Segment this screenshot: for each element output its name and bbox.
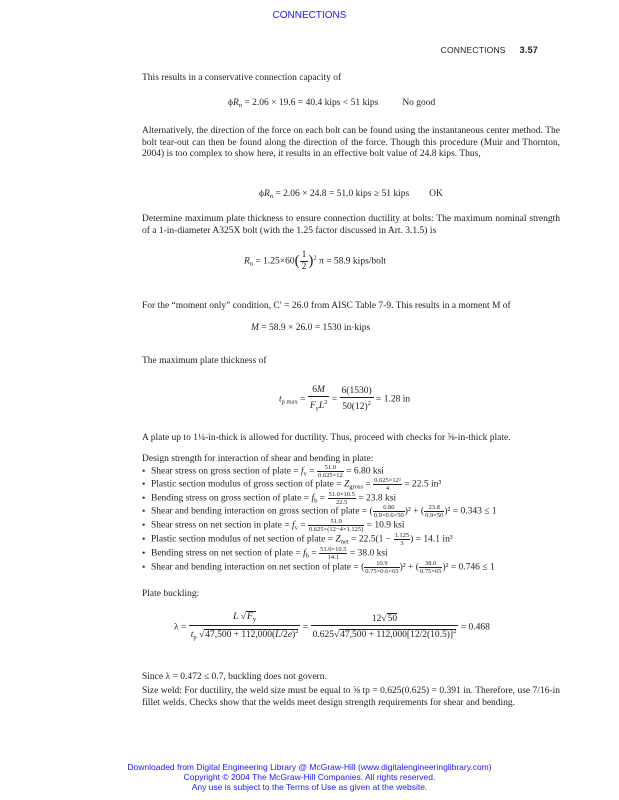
bullet-7-label: Bending stress on net section of plate <box>151 548 293 559</box>
paragraph-plate-thickness: Determine maximum plate thickness to ensure connection ductility at bolts: The maximum nominal strength of a 1-in-diameter A325X bolt (with the 1.25 factor discussed in Art. 3.1.5) is <box>142 214 560 236</box>
list-item: • Shear stress on net section in plate = $f_v$ = $\frac{51.0}{0.625\times(12-4\times 1.125)}$ = 10.9 ksi <box>142 518 405 533</box>
equation-capacity-1: $\phi R_n = 2.06 \times 19.6 = 40.4$ kips < 51 kips No good <box>228 98 436 109</box>
bullet-5-label: Shear stress on net section in plate <box>151 520 282 531</box>
page-number: 3.57 <box>519 45 538 55</box>
paragraph-capacity: This results in a conservative connection capacity of <box>142 73 342 83</box>
equation-2-note: OK <box>429 189 443 199</box>
paragraph-moment-only: For the “moment only” condition, C′ = 26.0 from AISC Table 7-9. This results in a moment M of <box>142 301 511 311</box>
bullet-6-label: Plastic section modulus of net section of plate <box>151 534 326 545</box>
paragraph-ductility: A plate up to 1¼-in-thick is allowed for ductility. Thus, proceed with checks for ⅝-in-thick plate. <box>142 433 511 443</box>
paragraph-weld-size: Size weld: For ductility, the weld size must be equal to ⅝ tp = 0.625(0.625) = 0.391 in. Therefore, use 7/16-in fillet welds. Checks show that the welds meet design strength requirements for shear and bending. <box>142 686 560 708</box>
equation-1-note: No good <box>402 98 436 108</box>
footer-notice <box>0 762 619 792</box>
footer-terms: Any use is subject to the Terms of Use as given at the website. <box>191 782 428 792</box>
equation-lambda: λ = $\frac{L √F_y}{t_p √47,500 + 112,000(L/2e)^2}$ = $\frac{12√50}{0.625√47,500 + 112,000[12/2(10.5)]^2}$ = 0.468 <box>174 612 490 641</box>
paragraph-lambda-check: Since λ = 0.472 ≤ 0.7, buckling does not govern. <box>142 672 327 682</box>
equation-capacity-2: $\phi R_n = 2.06 \times 24.8 = 51.0$ kips ≥ 51 kips OK <box>259 189 443 200</box>
list-item: • Shear and bending interaction on net section of plate = ( $\frac{10.9}{0.75\times 0.6\times 65}$ )² + ( $\frac{38.0}{0.75\times 65}$ )² = 0.746 ≤ 1 <box>142 560 495 575</box>
equation-max-thickness: $t_{p max}$ = $\frac{6M}{F_yL^2}$ = $\frac{6(1530)}{50(12)^2}$ = 1.28 in <box>279 385 411 412</box>
list-item: • Bending stress on net section of plate = $f_b$ = $\frac{51.0\times 10.5}{14.1}$ = 38.0 ksi <box>142 546 388 561</box>
bullet-2-label: Plastic section modulus of gross section of plate <box>151 479 334 490</box>
paragraph-plate-buckling: Plate buckling: <box>142 589 200 599</box>
paragraph-max-thickness: The maximum plate thickness of <box>142 356 267 366</box>
list-item: • Bending stress on gross section of plate = $f_b$ = $\frac{51.0\times 10.5}{22.5}$ = 23.8 ksi <box>142 491 397 506</box>
banner-title: CONNECTIONS <box>272 10 347 21</box>
running-title: CONNECTIONS <box>440 45 506 55</box>
list-item: • Plastic section modulus of gross section of plate = $Z_{gross}$ = $\frac{\text{0.625×12²}}{4}$ = 22.5 in³ <box>142 477 442 492</box>
bullet-8-label: Shear and bending interaction on net section of plate <box>151 562 351 573</box>
list-item: • Plastic section modulus of net section of plate = $Z_{net} = 22.5(1$ − $\frac{1.125}{3}$ ) = 14.1 in³ <box>142 532 453 547</box>
running-header <box>441 45 538 55</box>
footer-download-link[interactable]: Downloaded from Digital Engineering Library @ McGraw-Hill (www.digitalengineeringlibrary.com) <box>127 762 492 772</box>
paragraph-instantaneous-center: Alternatively, the direction of the force on each bolt can be found using the instantaneous center method. The bolt tear-out can then be found along the direction of the force. Though this procedure (Muir and Thornton, 2004) is too complex to show here, it results in an effective bolt value of 24.8 kips. Thus, <box>142 126 560 159</box>
equation-bolt-strength: $R_n = 1.25\times 60$( $\frac{1}{2}$ )$^2$ π = 58.9 kips/bolt <box>244 250 387 272</box>
equation-moment: M = 58.9 × 26.0 = 1530 in·kips <box>251 323 371 333</box>
list-item: • Shear and bending interaction on gross section of plate = ( $\frac{6.80}{0.9\times 0.6\times 50}$ )² + ( $\frac{23.8}{0.9\times 50}$ )² = 0.343 ≤ 1 <box>142 504 497 519</box>
bullet-4-label: Shear and bending interaction on gross section of plate <box>151 506 360 517</box>
paragraph-design-strength: Design strength for interaction of shear and bending in plate: <box>142 454 374 464</box>
list-item: • Shear stress on gross section of plate = $f_v$ = $\frac{51.0}{0.625\times 12}$ = 6.80 ksi <box>142 464 384 479</box>
bullet-3-label: Bending stress on gross section of plate <box>151 493 302 504</box>
bullet-1-label: Shear stress on gross section of plate <box>151 466 291 477</box>
footer-copyright: Copyright © 2004 The McGraw-Hill Companies. All rights reserved. <box>183 772 436 782</box>
